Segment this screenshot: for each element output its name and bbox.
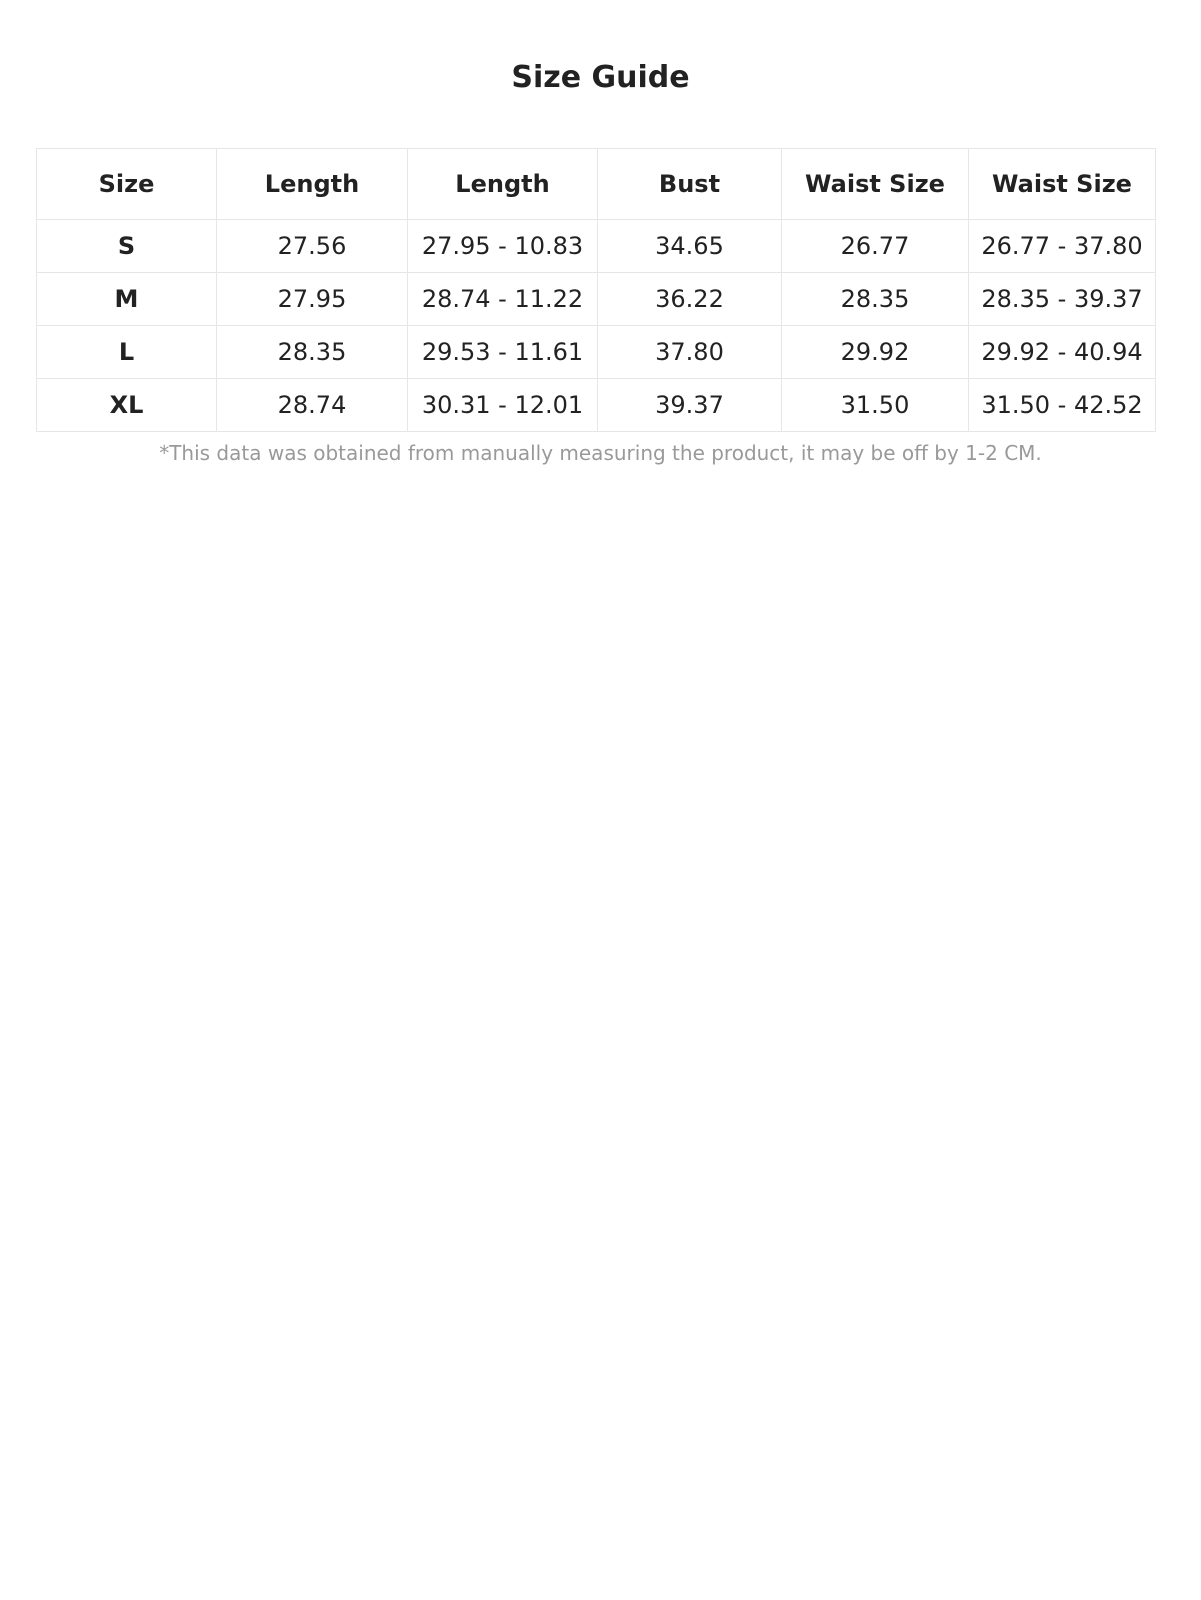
column-header-length: Length bbox=[217, 149, 408, 220]
waist-size-range-cell: 29.92 - 40.94 bbox=[969, 326, 1156, 379]
length-cell: 27.95 bbox=[217, 273, 408, 326]
waist-size-range-cell: 28.35 - 39.37 bbox=[969, 273, 1156, 326]
column-header-length-range: Length bbox=[408, 149, 598, 220]
table-row bbox=[37, 273, 1156, 326]
waist-size-cell: 26.77 bbox=[782, 220, 969, 273]
size-cell: M bbox=[37, 273, 217, 326]
size-cell: S bbox=[37, 220, 217, 273]
bust-cell: 37.80 bbox=[598, 326, 782, 379]
length-range-cell: 29.53 - 11.61 bbox=[408, 326, 598, 379]
table-row bbox=[37, 379, 1156, 432]
measurement-disclaimer: *This data was obtained from manually measuring the product, it may be off by 1-2 CM. bbox=[159, 441, 1042, 465]
length-cell: 27.56 bbox=[217, 220, 408, 273]
size-cell: L bbox=[37, 326, 217, 379]
bust-cell: 34.65 bbox=[598, 220, 782, 273]
table-header-row bbox=[37, 149, 1156, 220]
column-header-waist-size: Waist Size bbox=[782, 149, 969, 220]
length-cell: 28.74 bbox=[217, 379, 408, 432]
page-title: Size Guide bbox=[511, 60, 690, 95]
size-guide-table bbox=[36, 148, 1156, 432]
column-header-size: Size bbox=[37, 149, 217, 220]
bust-cell: 36.22 bbox=[598, 273, 782, 326]
table-row bbox=[37, 326, 1156, 379]
column-header-bust: Bust bbox=[598, 149, 782, 220]
bust-cell: 39.37 bbox=[598, 379, 782, 432]
waist-size-cell: 31.50 bbox=[782, 379, 969, 432]
column-header-waist-size-range: Waist Size bbox=[969, 149, 1156, 220]
waist-size-range-cell: 26.77 - 37.80 bbox=[969, 220, 1156, 273]
length-range-cell: 28.74 - 11.22 bbox=[408, 273, 598, 326]
length-range-cell: 27.95 - 10.83 bbox=[408, 220, 598, 273]
length-range-cell: 30.31 - 12.01 bbox=[408, 379, 598, 432]
waist-size-cell: 29.92 bbox=[782, 326, 969, 379]
size-cell: XL bbox=[37, 379, 217, 432]
waist-size-range-cell: 31.50 - 42.52 bbox=[969, 379, 1156, 432]
table-row bbox=[37, 220, 1156, 273]
waist-size-cell: 28.35 bbox=[782, 273, 969, 326]
length-cell: 28.35 bbox=[217, 326, 408, 379]
